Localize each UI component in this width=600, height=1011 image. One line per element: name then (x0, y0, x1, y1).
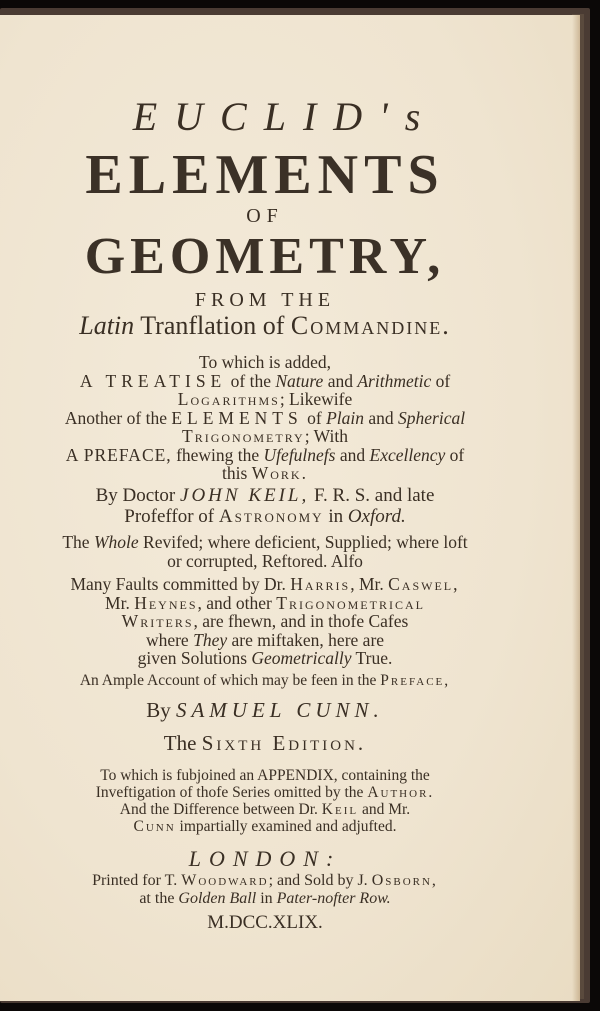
editor-line: By SAMUEL CUNN. (146, 698, 384, 722)
edition-line: The Sixth Edition. (163, 731, 367, 755)
imprint-block: Printed for T. Woodward; and Sold by J. Osborn, at the Golden Ball in Pater-nofter Row. (92, 872, 438, 907)
imprint-city: LONDON: (188, 846, 342, 871)
from-the: FROM THE (194, 289, 336, 311)
title-of: OF (246, 205, 284, 227)
title-page (0, 15, 580, 1001)
latin-translation-line: Latin Tranflation of Commandine. (79, 311, 451, 340)
faults-block: Many Faults committed by Dr. Harris, Mr. Caswel, Mr. Heynes, and other Trigonometrical Writers, are fhewn, and in thofe Cafes where They are miftaken, here are given Solutions Geometrically True. (70, 574, 460, 668)
ample-account-line: An Ample Account of which may be feen in the Preface, (79, 672, 451, 689)
title-elements: ELEMENTS (85, 144, 445, 206)
title-euclids: EUCLID's (132, 94, 438, 139)
revised-block: The Whole Revifed; where deficient, Supplied; where loft or corrupted, Reftored. Alfo (62, 532, 468, 571)
appendix-block: To which is fubjoined an APPENDIX, containing the Inveftigation of thofe Series omitted by the Author. And the Difference between Dr. Keil and Mr. Cunn impartially examined and adjufted. (95, 767, 435, 835)
imprint-year: M.DCC.XLIX. (207, 912, 323, 933)
author-block: By Doctor JOHN KEIL, F. R. S. and late Profeffor of Astronomy in Oxford. (95, 485, 435, 527)
added-treatise-block: To which is added, A TREATISE of the Nature and Arithmetic of Logarithms; Likewife Another of the ELEMENTS of Plain and Spherical Trigonometry; With A PREFACE, fhewing the Ufefulnefs and Excellency of this Work. (64, 352, 466, 483)
title-geometry: GEOMETRY, (84, 228, 446, 285)
